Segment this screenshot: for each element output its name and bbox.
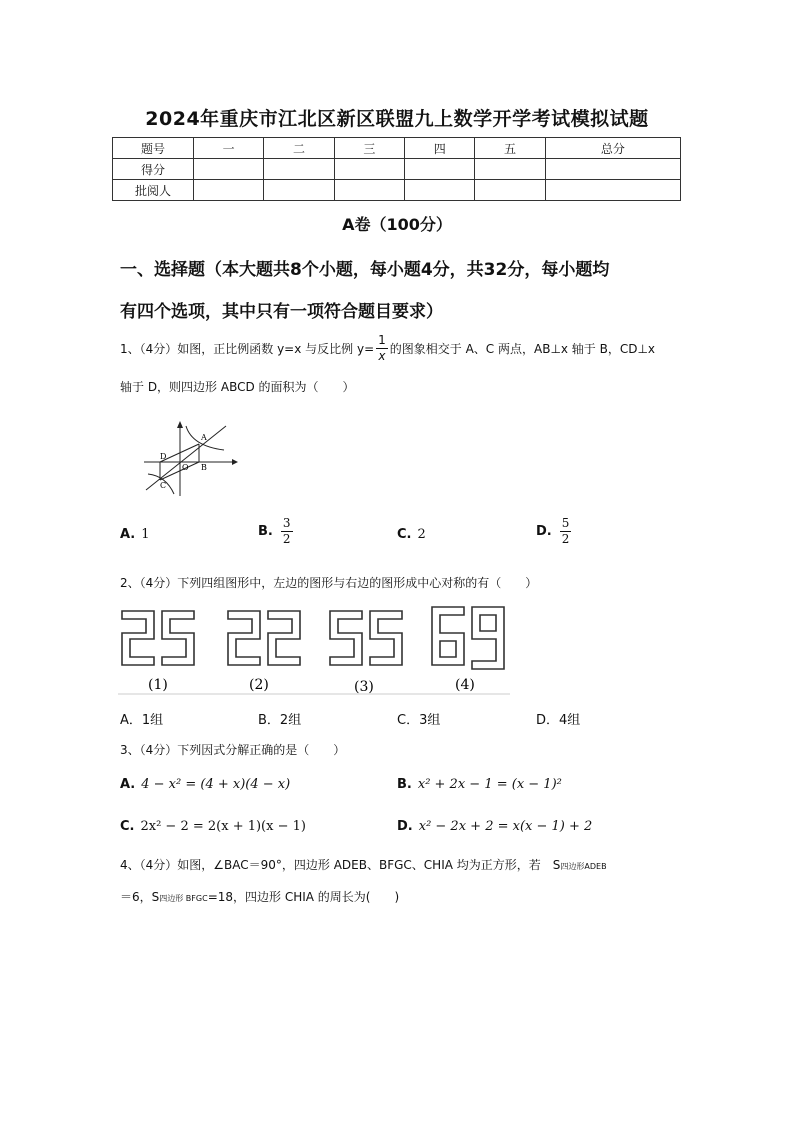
- q4-line2b: =18，四边形 CHIA 的周长为( ): [207, 890, 400, 904]
- caption-1: (1): [148, 677, 168, 693]
- option-expr: x² + 2x − 1 = (x − 1)²: [417, 777, 562, 792]
- table-cell: 批阅人: [113, 180, 194, 201]
- q4-line2a: ＝6，S: [120, 890, 160, 904]
- grader-cell[interactable]: [334, 180, 404, 201]
- q2-option-c[interactable]: C．3组: [397, 713, 441, 728]
- q3-option-c[interactable]: [120, 819, 306, 834]
- table-cell: 一: [194, 138, 264, 159]
- digit-5-shape: [162, 611, 194, 665]
- table-cell: 得分: [113, 159, 194, 180]
- grader-cell[interactable]: [475, 180, 545, 201]
- digit-2-shape: [228, 611, 260, 665]
- digit-pair-69: [432, 607, 504, 669]
- q4-line1: 4、（4分）如图，∠BAC＝90°，四边形 ADEB、BFGC、CHIA 均为正方形，若 S: [120, 858, 561, 872]
- y-axis-arrow-icon: [177, 421, 183, 428]
- caption-2: (2): [249, 677, 269, 693]
- q4-sub2: 四边形 BFGC: [159, 894, 208, 903]
- section-heading: A卷（100分）: [342, 215, 452, 234]
- score-cell[interactable]: [264, 159, 334, 180]
- table-cell: 二: [264, 138, 334, 159]
- q2-option-b[interactable]: B．2组: [258, 713, 302, 728]
- frac-den: 2: [282, 532, 291, 546]
- table-cell: 五: [475, 138, 545, 159]
- q1-option-a[interactable]: [120, 527, 150, 542]
- option-expr: 4 − x² = (4 + x)(4 − x): [141, 777, 291, 792]
- digit-9-shape: [472, 607, 504, 669]
- score-table: [112, 137, 681, 201]
- caption-4: (4): [455, 677, 475, 693]
- option-label: C.: [120, 819, 135, 834]
- digit-pair-55: [330, 611, 402, 665]
- q3-option-d[interactable]: [397, 819, 592, 834]
- option-label: D.: [536, 524, 552, 539]
- option-label: D.: [397, 819, 413, 834]
- option-expr: x² − 2x + 2 = x(x − 1) + 2: [418, 819, 593, 834]
- frac-den: x: [378, 348, 386, 363]
- score-cell[interactable]: [405, 159, 475, 180]
- q1-option-b[interactable]: [258, 516, 295, 547]
- frac-num: 5: [561, 516, 570, 530]
- digit-2-shape: [122, 611, 154, 665]
- option-value: 1: [141, 527, 150, 542]
- part-heading-line2: 有四个选项，其中只有一项符合题目要求）: [120, 302, 443, 322]
- score-cell[interactable]: [334, 159, 404, 180]
- digit-pair-22: [228, 611, 300, 665]
- question-2: 2、（4分）下列四组图形中，左边的图形与右边的图形成中心对称的有（ ）: [120, 576, 538, 590]
- frac-den: 2: [561, 532, 570, 546]
- table-cell: 总分: [545, 138, 680, 159]
- grader-cell[interactable]: [264, 180, 334, 201]
- option-expr: 2x² − 2 = 2(x + 1)(x − 1): [140, 819, 306, 834]
- label-c: C: [160, 481, 167, 490]
- label-b: B: [201, 463, 207, 472]
- label-o: O: [182, 463, 189, 472]
- question-3: 3、（4分）下列因式分解正确的是（ ）: [120, 743, 346, 757]
- page-title: 2024年重庆市江北区新区联盟九上数学开学考试模拟试题: [145, 108, 649, 130]
- option-fraction: [560, 516, 572, 547]
- digit-6-shape: [432, 607, 464, 665]
- q1-fraction: [376, 333, 388, 364]
- digit-2-shape: [268, 611, 300, 665]
- option-label: B.: [397, 777, 412, 792]
- q4-sub1: 四边形ADEB: [560, 862, 607, 871]
- table-row: [113, 180, 681, 201]
- question-4-line1: [120, 856, 700, 873]
- q1-figure: [144, 420, 240, 498]
- option-label: C.: [397, 527, 412, 542]
- label-d: D: [160, 452, 167, 461]
- grader-cell[interactable]: [194, 180, 264, 201]
- option-fraction: [281, 516, 293, 547]
- option-label: A.: [120, 777, 136, 792]
- table-cell: 四: [405, 138, 475, 159]
- digit-5-shape: [330, 611, 362, 665]
- question-4-line2: [120, 888, 690, 905]
- frac-num: 3: [282, 516, 291, 530]
- caption-3: (3): [354, 679, 374, 695]
- table-cell: 三: [334, 138, 404, 159]
- table-row: [113, 159, 681, 180]
- grader-cell[interactable]: [405, 180, 475, 201]
- q1-suffix: 的图象相交于 A、C 两点，AB⊥x 轴于 B，CD⊥x: [389, 341, 656, 356]
- score-cell[interactable]: [545, 159, 680, 180]
- question-1-line1: [120, 330, 690, 366]
- option-label: A.: [120, 527, 136, 542]
- question-1-line2: 轴于 D，则四边形 ABCD 的面积为（ ）: [120, 380, 355, 394]
- q2-option-a[interactable]: A．1组: [120, 713, 164, 728]
- score-cell[interactable]: [194, 159, 264, 180]
- grader-cell[interactable]: [545, 180, 680, 201]
- q3-option-a[interactable]: [120, 777, 290, 792]
- option-value: 2: [417, 527, 426, 542]
- q2-figures: [118, 603, 513, 695]
- q1-prefix: 1、（4分）如图，正比例函数 y=x 与反比例 y=: [120, 341, 375, 356]
- q1-option-d[interactable]: [536, 516, 573, 547]
- x-axis-arrow-icon: [232, 459, 238, 465]
- digit-pair-25: [122, 611, 194, 665]
- table-cell: 题号: [113, 138, 194, 159]
- digit-5-shape: [370, 611, 402, 665]
- part-heading-line1: 一、选择题（本大题共8个小题，每小题4分，共32分，每小题均: [120, 260, 610, 280]
- score-cell[interactable]: [475, 159, 545, 180]
- q2-option-d[interactable]: D．4组: [536, 713, 581, 728]
- frac-num: 1: [378, 332, 386, 347]
- label-a: A: [201, 433, 207, 442]
- q3-option-b[interactable]: [397, 777, 562, 792]
- line-y-eq-x: [146, 426, 226, 490]
- option-label: B.: [258, 524, 273, 539]
- q1-option-c[interactable]: [397, 527, 426, 542]
- table-row: [113, 138, 681, 159]
